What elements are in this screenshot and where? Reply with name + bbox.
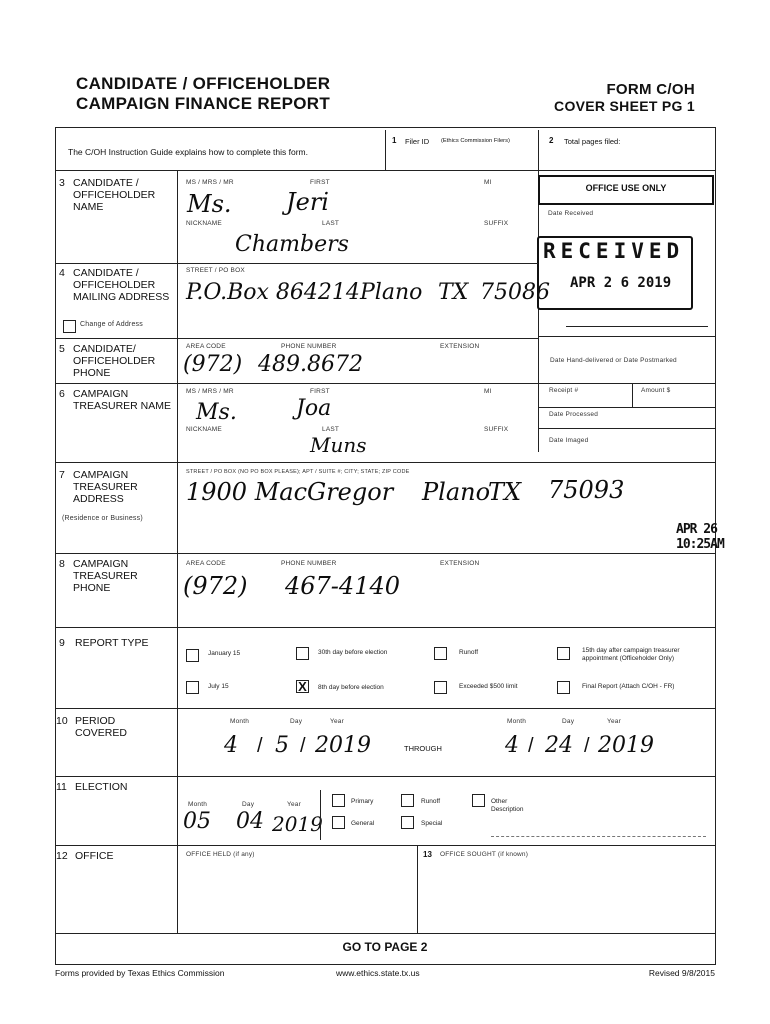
- sec11-day-header: Day: [242, 801, 255, 808]
- sec3-first-value[interactable]: Jeri: [286, 188, 329, 216]
- sec6-label: CAMPAIGN TREASURER NAME: [73, 388, 172, 412]
- sec8-label: CAMPAIGN TREASURER PHONE: [73, 558, 138, 594]
- sec3-label: CANDIDATE / OFFICEHOLDER NAME: [73, 177, 156, 213]
- sec10-from-year[interactable]: 2019: [315, 733, 371, 758]
- sec4-label: CANDIDATE / OFFICEHOLDER MAILING ADDRESS: [73, 267, 170, 303]
- amount-label: Amount $: [641, 387, 671, 394]
- sec3-last-value[interactable]: Chambers: [235, 232, 349, 257]
- sec4-street-value[interactable]: P.O.Box 864214: [186, 280, 360, 305]
- total-pages-number: 2: [549, 136, 554, 145]
- report-type-exceeded-checkbox[interactable]: [434, 681, 447, 694]
- report-type-jan15-checkbox[interactable]: [186, 649, 199, 662]
- report-type-runoff-label: Runoff: [459, 649, 479, 656]
- election-other-checkbox[interactable]: [472, 794, 485, 807]
- sec3-last-header: LAST: [322, 220, 340, 227]
- sec6-title-value[interactable]: Ms.: [196, 400, 237, 425]
- sec5-ext-header: EXTENSION: [440, 343, 480, 350]
- sec12-label: OFFICE: [75, 850, 114, 862]
- sec5-phone-header: PHONE NUMBER: [281, 343, 337, 350]
- receipt-label: Receipt #: [549, 387, 579, 394]
- sec6-last-header: LAST: [322, 426, 340, 433]
- sec11-month-header: Month: [188, 801, 208, 808]
- through-label: THROUGH: [404, 744, 442, 753]
- sec10-from-month-header: Month: [230, 718, 250, 725]
- sec10-to-day-header: Day: [562, 718, 575, 725]
- election-special-label: Special: [421, 820, 443, 827]
- sec10-to-year[interactable]: 2019: [598, 733, 654, 758]
- sec6-first-header: FIRST: [310, 388, 330, 395]
- sec5-label: CANDIDATE/ OFFICEHOLDER PHONE: [73, 343, 156, 379]
- sec7-state-value[interactable]: TX: [488, 478, 522, 506]
- election-other-label: Other: [491, 798, 508, 805]
- sec11-number: 11: [56, 781, 67, 793]
- instruction-text: The C/OH Instruction Guide explains how to complete this form.: [68, 147, 308, 157]
- sec12-number: 12: [56, 850, 68, 862]
- report-type-runoff-checkbox[interactable]: [434, 647, 447, 660]
- election-primary-checkbox[interactable]: [332, 794, 345, 807]
- report-type-jul15-label: July 15: [208, 683, 229, 690]
- sec11-label: ELECTION: [75, 781, 128, 793]
- sec8-area-value[interactable]: (972): [183, 572, 248, 600]
- sec6-first-value[interactable]: Joa: [296, 396, 332, 421]
- sec10-to-year-header: Year: [607, 718, 621, 725]
- date-hand-delivered-label: Date Hand-delivered or Date Postmarked: [550, 357, 677, 364]
- sec8-number: 8: [59, 558, 65, 570]
- election-primary-label: Primary: [351, 798, 374, 805]
- sec13-number: 13: [423, 850, 432, 859]
- report-type-30day-label: 30th day before election: [318, 649, 388, 656]
- footer-website[interactable]: www.ethics.state.tx.us: [336, 968, 420, 978]
- sec8-area-header: AREA CODE: [186, 560, 226, 567]
- sec6-number: 6: [59, 388, 65, 400]
- received-stamp-date: APR 2 6 2019: [570, 275, 672, 291]
- report-type-30day-checkbox[interactable]: [296, 647, 309, 660]
- office-sought-label: OFFICE SOUGHT (if known): [440, 851, 529, 858]
- filer-id-number: 1: [392, 136, 397, 145]
- report-type-final-label: Final Report (Attach C/OH - FR): [582, 683, 675, 690]
- footer-revised: Revised 9/8/2015: [648, 968, 715, 978]
- election-special-checkbox[interactable]: [401, 816, 414, 829]
- sec3-title-value[interactable]: Ms.: [187, 190, 232, 218]
- form-page-label: COVER SHEET PG 1: [554, 98, 695, 114]
- sec4-street-header: STREET / PO BOX: [186, 267, 245, 274]
- date-received-label: Date Received: [548, 210, 594, 217]
- office-held-label: OFFICE HELD (if any): [186, 851, 255, 858]
- sec3-nickname-header: NICKNAME: [186, 220, 222, 227]
- sec10-label: PERIOD COVERED: [75, 715, 127, 739]
- sec9-number: 9: [59, 637, 65, 649]
- sec11-year-value[interactable]: 2019: [272, 812, 323, 836]
- report-type-15day-checkbox[interactable]: [557, 647, 570, 660]
- sec4-zip-value[interactable]: 75086: [480, 280, 550, 305]
- election-general-checkbox[interactable]: [332, 816, 345, 829]
- sec3-mi-header: MI: [484, 179, 492, 186]
- sec8-ext-header: EXTENSION: [440, 560, 480, 567]
- office-held-field[interactable]: [186, 865, 414, 925]
- sec7-number: 7: [59, 469, 65, 481]
- report-type-jul15-checkbox[interactable]: [186, 681, 199, 694]
- change-of-address-label: Change of Address: [80, 321, 143, 328]
- go-to-page-2: GO TO PAGE 2: [342, 940, 428, 954]
- sec4-number: 4: [59, 267, 65, 279]
- election-description-label: Description: [491, 806, 524, 813]
- sec5-number: 5: [59, 343, 65, 355]
- sec7-street-value[interactable]: 1900 MacGregor: [186, 478, 394, 506]
- report-type-jan15-label: January 15: [208, 650, 241, 657]
- sec3-first-header: FIRST: [310, 179, 330, 186]
- date-imaged-label: Date Imaged: [549, 437, 589, 444]
- form-title-line2: CAMPAIGN FINANCE REPORT: [76, 94, 331, 113]
- election-general-label: General: [351, 820, 375, 827]
- sec5-area-value[interactable]: (972): [183, 352, 243, 377]
- sec11-month-value[interactable]: 05: [183, 809, 211, 834]
- sec10-from-month[interactable]: 4: [224, 733, 238, 758]
- sec5-area-header: AREA CODE: [186, 343, 226, 350]
- sec6-last-value[interactable]: Muns: [310, 433, 367, 457]
- sec6-title-header: MS / MRS / MR: [186, 388, 234, 395]
- report-type-8day-checkbox[interactable]: X: [296, 680, 309, 693]
- sec10-from-day-header: Day: [290, 718, 303, 725]
- election-description-field[interactable]: [491, 836, 706, 837]
- sec10-from-day[interactable]: 5: [275, 733, 289, 758]
- sec11-day-value[interactable]: 04: [236, 809, 264, 834]
- date-processed-label: Date Processed: [549, 411, 599, 418]
- sec5-phone-value[interactable]: 489.8672: [258, 352, 363, 377]
- sec7-note: (Residence or Business): [62, 515, 143, 522]
- office-sought-field[interactable]: [440, 865, 705, 925]
- sec3-title-header: MS / MRS / MR: [186, 179, 234, 186]
- election-runoff-label: Runoff: [421, 798, 441, 805]
- received-stamp-word: RECEIVED: [543, 239, 685, 263]
- sec10-to-month-header: Month: [507, 718, 527, 725]
- sec10-number: 10: [56, 715, 68, 727]
- sec9-label: REPORT TYPE: [75, 637, 149, 649]
- sec4-city-value[interactable]: Plano: [360, 280, 423, 305]
- report-type-8day-label: 8th day before election: [318, 684, 384, 691]
- form-title-line1: CANDIDATE / OFFICEHOLDER: [76, 74, 331, 93]
- footer-provider: Forms provided by Texas Ethics Commission: [55, 968, 225, 978]
- report-type-15day-label: 15th day after campaign treasurer appointment (Officeholder Only): [582, 647, 680, 662]
- election-runoff-checkbox[interactable]: [401, 794, 414, 807]
- sec4-state-value[interactable]: TX: [438, 280, 469, 305]
- sec11-year-header: Year: [287, 801, 301, 808]
- sec7-label: CAMPAIGN TREASURER ADDRESS: [73, 469, 138, 505]
- change-of-address-checkbox[interactable]: [63, 320, 76, 333]
- sec6-mi-header: MI: [484, 388, 492, 395]
- sec6-suffix-header: SUFFIX: [484, 426, 509, 433]
- sec7-street-header: STREET / PO BOX (NO PO BOX PLEASE); APT / SUITE #; CITY; STATE; ZIP CODE: [186, 469, 410, 475]
- sec7-city-value[interactable]: Plano: [422, 478, 491, 506]
- filer-id-field[interactable]: [392, 150, 528, 164]
- sec10-to-day[interactable]: 24: [545, 733, 573, 758]
- report-type-final-checkbox[interactable]: [557, 681, 570, 694]
- sec7-zip-value[interactable]: 75093: [548, 476, 625, 504]
- form-code: FORM C/OH: [606, 81, 695, 98]
- sec8-phone-header: PHONE NUMBER: [281, 560, 337, 567]
- sec8-phone-value[interactable]: 467-4140: [285, 572, 400, 600]
- sec10-from-year-header: Year: [330, 718, 344, 725]
- sec10-to-month[interactable]: 4: [505, 733, 519, 758]
- sec3-number: 3: [59, 177, 65, 189]
- time-stamp: APR 26 10:25AM: [676, 522, 724, 552]
- total-pages-field[interactable]: [545, 150, 705, 164]
- office-use-title: OFFICE USE ONLY: [585, 183, 667, 193]
- filer-id-label: Filer ID: [405, 137, 430, 146]
- total-pages-label: Total pages filed:: [564, 137, 621, 146]
- sec3-suffix-header: SUFFIX: [484, 220, 509, 227]
- report-type-exceeded-label: Exceeded $500 limit: [459, 683, 518, 690]
- sec6-nickname-header: NICKNAME: [186, 426, 222, 433]
- filer-id-note: (Ethics Commission Filers): [441, 138, 510, 144]
